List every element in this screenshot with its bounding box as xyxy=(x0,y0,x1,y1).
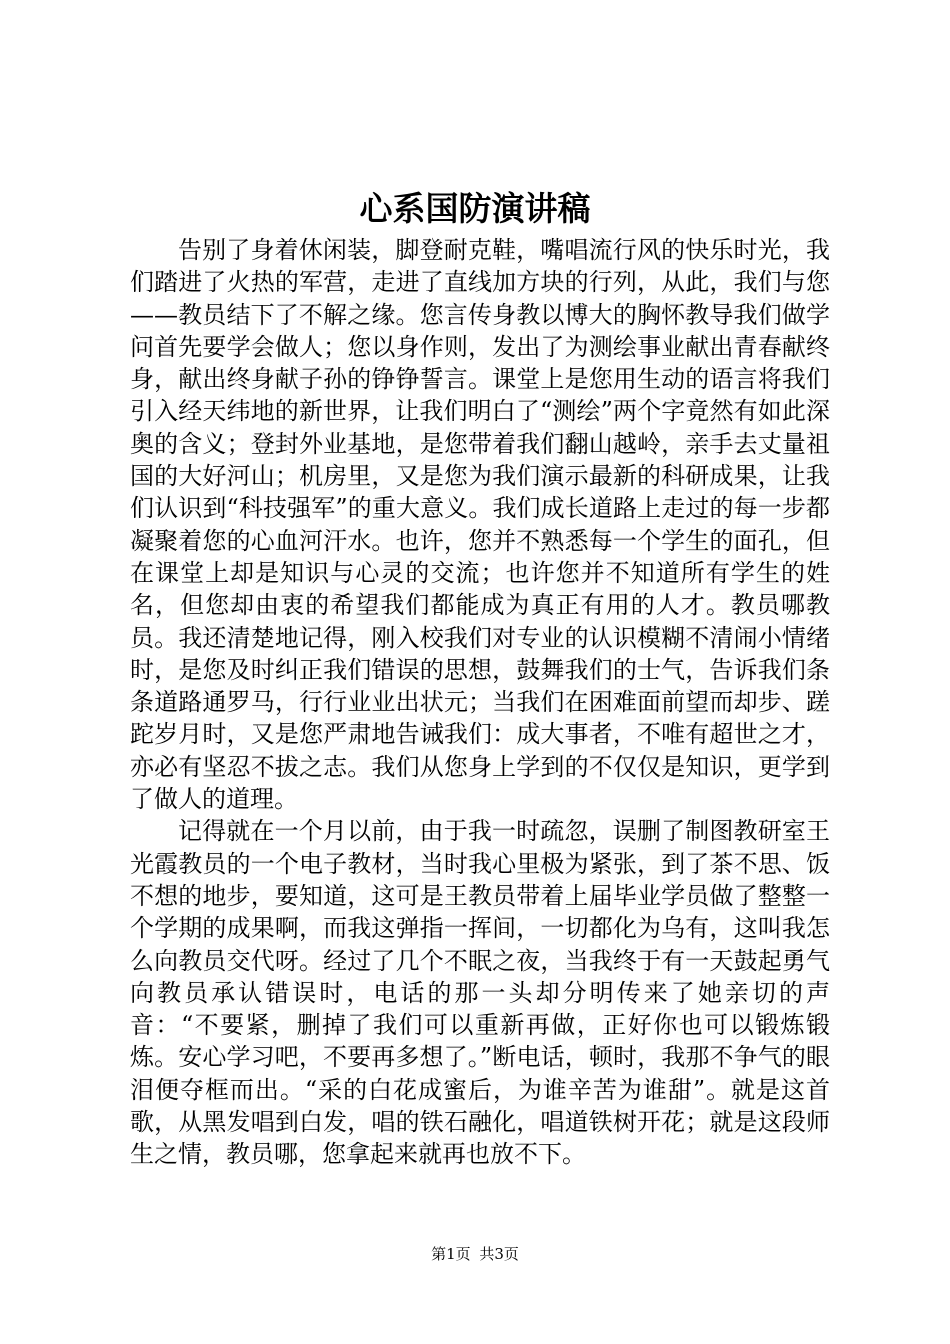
page-number: 第1页 xyxy=(431,1245,471,1263)
page-total: 共3页 xyxy=(479,1245,519,1263)
paragraph-2: 记得就在一个月以前，由于我一时疏忽，误删了制图教研室王光霞教员的一个电子教材，当时我心里极为紧张，到了茶不思、饭不想的地步，要知道，这可是王教员带着上届毕业学员做了整整一个学期的成果啊，而我这弹指一挥间，一切都化为乌有，这叫我怎么向教员交代呀。经过了几个不眠之夜，当我终于有一天鼓起勇气向教员承认错误时，电话的那一头却分明传来了她亲切的声音：“不要紧，删掉了我们可以重新再做，正好你也可以锻炼锻炼。安心学习吧，不要再多想了。”断电话，顿时，我那不争气的眼泪便夺框而出。“采的白花成蜜后，为谁辛苦为谁甜”。就是这首歌，从黑发唱到白发，唱的铁石融化，唱道铁树开花；就是这段师生之情，教员哪，您拿起来就再也放不下。 xyxy=(130,817,830,1169)
paragraph-1: 告别了身着休闲装，脚登耐克鞋，嘴唱流行风的快乐时光，我们踏进了火热的军营，走进了直线加方块的行列，从此，我们与您——教员结下了不解之缘。您言传身教以博大的胸怀教导我们做学问首先要学会做人；您以身作则，发出了为测绘事业献出青春献终身，献出终身献子孙的铮铮誓言。课堂上是您用生动的语言将我们引入经天纬地的新世界，让我们明白了“测绘”两个字竟然有如此深奥的含义；登封外业基地，是您带着我们翻山越岭，亲手去丈量祖国的大好河山；机房里，又是您为我们演示最新的科研成果，让我们认识到“科技强军”的重大意义。我们成长道路上走过的每一步都凝聚着您的心血河汗水。也许，您并不熟悉每一个学生的面孔，但在课堂上却是知识与心灵的交流；也许您并不知道所有学生的姓名，但您却由衷的希望我们都能成为真正有用的人才。教员哪教员。我还清楚地记得，刚入校我们对专业的认识模糊不清闹小情绪时，是您及时纠正我们错误的思想，鼓舞我们的士气，告诉我们条条道路通罗马，行行业业出状元；当我们在困难面前望而却步、蹉跎岁月时，又是您严肃地告诫我们：成大事者，不唯有超世之才，亦必有坚忍不拔之志。我们从您身上学到的不仅仅是知识，更学到了做人的道理。 xyxy=(130,236,830,814)
document-title: 心系国防演讲稿 xyxy=(359,189,591,228)
page-footer xyxy=(0,1244,950,1264)
document-body xyxy=(130,234,830,1171)
